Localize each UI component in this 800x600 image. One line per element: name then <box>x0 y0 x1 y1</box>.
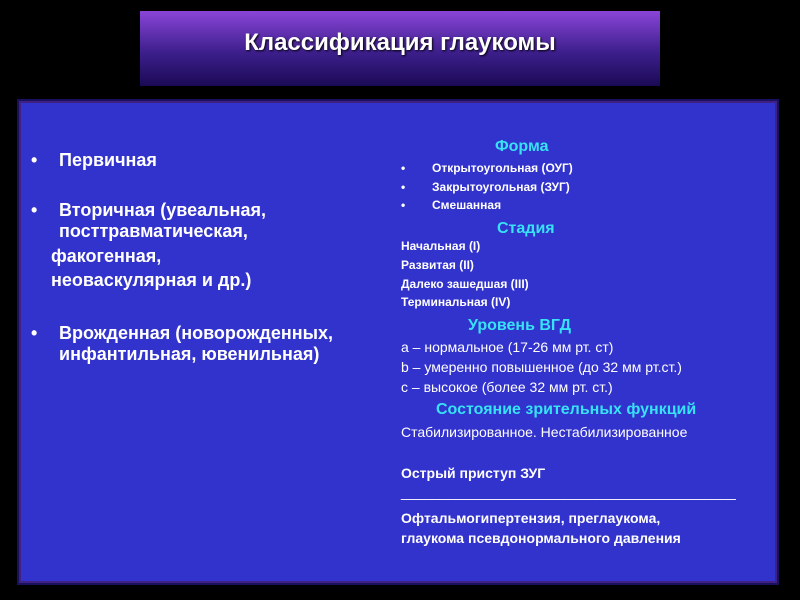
primary-label: Первичная <box>59 150 157 170</box>
slide-title: Классификация глаукомы <box>244 29 556 56</box>
form-item-bullet: • <box>401 161 406 175</box>
iop-heading: Уровень ВГД <box>468 317 571 334</box>
ophth-line-1: Офтальмогипертензия, преглаукома, <box>401 510 661 526</box>
separator-line: ___________________________________________ <box>401 484 736 500</box>
form-item-bullet: • <box>401 198 406 212</box>
form-item-1: Открытоугольная (ОУГ) <box>432 161 573 175</box>
vision-heading: Состояние зрительных функций <box>436 401 697 418</box>
form-heading: Форма <box>495 138 549 155</box>
secondary-line-3: факогенная, <box>51 246 162 266</box>
form-item-bullet: • <box>401 180 406 194</box>
stage-item-4: Терминальная (IV) <box>401 295 511 309</box>
iop-item-a: а – нормальное (17-26 мм рт. ст) <box>401 339 614 355</box>
stage-heading: Стадия <box>497 220 555 237</box>
stage-item-1: Начальная (I) <box>401 239 481 253</box>
congenital-line-2: инфантильная, ювенильная) <box>59 344 320 364</box>
iop-item-c: с – высокое (более 32 мм рт. ст.) <box>401 379 613 395</box>
congenital-line-1: Врожденная (новорожденных, <box>59 323 333 343</box>
secondary-line-2: посттравматическая, <box>59 221 248 241</box>
vision-text: Стабилизированное. Нестабилизированное <box>401 424 688 440</box>
secondary-line-4: неоваскулярная и др.) <box>51 270 252 290</box>
stage-item-3: Далеко зашедшая (III) <box>401 277 529 291</box>
bullet-icon: • <box>31 150 38 170</box>
form-item-2: Закрытоугольная (ЗУГ) <box>432 180 570 194</box>
ophth-line-2: глаукома псевдонормального давления <box>401 530 681 546</box>
iop-item-b: b – умеренно повышенное (до 32 мм рт.ст.) <box>401 359 682 375</box>
title-banner <box>140 11 660 86</box>
bullet-icon: • <box>31 200 38 220</box>
stage-item-2: Развитая (II) <box>401 258 474 272</box>
bullet-icon: • <box>31 323 38 343</box>
acute-attack: Острый приступ ЗУГ <box>401 465 546 481</box>
secondary-line-1: Вторичная (увеальная, <box>59 200 266 220</box>
content-panel <box>19 101 777 583</box>
form-item-3: Смешанная <box>432 198 502 212</box>
